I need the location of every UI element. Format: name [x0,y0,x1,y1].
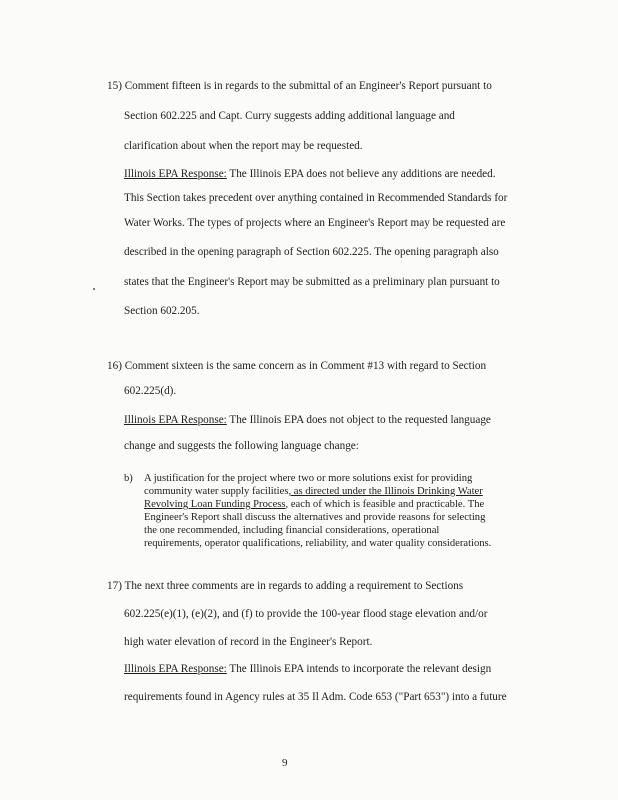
quote-line-1: A justification for the project where two or more solutions exist for providing [144,473,473,484]
comment-16-line-1: 16) Comment sixteen is the same concern as in Comment #13 with regard to Section [107,360,487,372]
quote-line-2 [144,485,483,498]
comment-15-line-3: clarification about when the report may be requested. [124,140,363,152]
response-label: Illinois EPA Response: [124,168,227,180]
response-15-line-6: Section 602.205. [124,305,200,317]
response-15-line-1 [124,168,496,181]
response-text: The Illinois EPA does not object to the requested language [226,414,491,426]
quote-line-2-inserted: , as directed under the Illinois Drinking Water [288,486,483,497]
comment-17-line-2: 602.225(e)(1), (e)(2), and (f) to provide the 100-year flood stage elevation and/or [124,608,488,620]
response-label: Illinois EPA Response: [124,414,227,426]
response-17-line-1 [124,663,491,676]
page-number: 9 [282,757,288,769]
response-15-line-3: Water Works. The types of projects where an Engineer's Report may be requested are [124,217,506,229]
quote-line-3 [144,498,484,511]
response-15-line-5: states that the Engineer's Report may be submitted as a preliminary plan pursuant to [124,276,500,288]
quote-line-6: requirements, operator qualifications, reliability, and water quality considerations. [144,538,492,549]
comment-15-line-1: 15) Comment fifteen is in regards to the submittal of an Engineer's Report pursuant to [107,80,492,92]
quote-line-2-pre: community water supply facilities [144,486,289,497]
response-text: The Illinois EPA intends to incorporate the relevant design [226,663,492,675]
comment-17-line-3: high water elevation of record in the Engineer's Report. [124,636,373,648]
response-15-line-2: This Section takes precedent over anything contained in Recommended Standards for [124,192,508,204]
response-text: The Illinois EPA does not believe any additions are needed. [226,168,496,180]
response-16-line-2: change and suggests the following language change: [124,440,359,452]
comment-16-line-2: 602.225(d). [124,385,177,397]
quote-marker: b) [124,473,133,484]
comment-15-line-2: Section 602.225 and Capt. Curry suggests adding additional language and [124,110,455,122]
response-17-line-2: requirements found in Agency rules at 35 Il Adm. Code 653 ("Part 653") into a future [124,691,507,703]
quote-line-3-post: , each of which is feasible and practicable. The [285,499,485,510]
response-label: Illinois EPA Response: [124,663,227,675]
quote-line-5: the one recommended, including financial considerations, operational [144,525,440,536]
comment-17-line-1: 17) The next three comments are in regards to adding a requirement to Sections [107,580,464,592]
quote-line-4: Engineer's Report shall discuss the alternatives and provide reasons for selecting [144,512,486,523]
response-15-line-4: described in the opening paragraph of Section 602.225. The opening paragraph also [124,246,499,258]
scan-speck [93,288,95,290]
response-16-line-1 [124,414,491,427]
quote-line-3-inserted: Revolving Loan Funding Process [144,499,286,510]
